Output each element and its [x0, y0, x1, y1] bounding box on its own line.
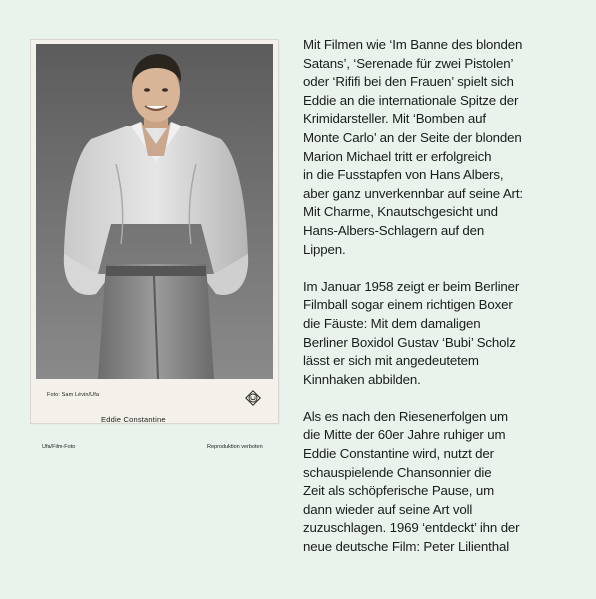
text-line: Filmball sogar einem richtigen Boxer — [303, 297, 513, 313]
text-line: Lippen. — [303, 241, 346, 257]
text-line: zuzuschlagen. 1969 ‘entdeckt’ ihn der — [303, 520, 520, 536]
text-line: Mit Charme, Knautschgesicht und — [303, 204, 498, 220]
text-line: Berliner Boxidol Gustav ‘Bubi’ Scholz — [303, 334, 516, 350]
biography-text — [303, 36, 593, 575]
paragraph-2 — [303, 278, 593, 390]
paragraph-3 — [303, 408, 593, 557]
text-line: Eddie Constantine wird, nutzt der — [303, 446, 494, 462]
text-line: oder ‘Rififi bei den Frauen’ spielt sich — [303, 74, 514, 90]
text-line: Krimidarsteller. Mit ‘Bomben auf — [303, 111, 486, 127]
text-line: aber ganz unverkennbar auf seine Art: — [303, 185, 523, 201]
text-line: Satans’, ‘Serenade für zwei Pistolen’ — [303, 55, 514, 71]
text-line: Kinnhaken abbilden. — [303, 371, 421, 387]
text-line: Im Januar 1958 zeigt er beim Berliner — [303, 278, 520, 294]
text-line: in die Fusstapfen von Hans Albers, — [303, 167, 504, 183]
text-line: Mit Filmen wie ‘Im Banne des blonden — [303, 37, 523, 52]
text-line: Monte Carlo’ an der Seite der blonden — [303, 129, 522, 145]
text-line: Eddie an die internationale Spitze der — [303, 92, 519, 108]
postcard — [31, 40, 278, 450]
text-line: die Mitte der 60er Jahre ruhiger um — [303, 427, 506, 443]
text-line: lässt er sich mit angedeutetem — [303, 353, 479, 369]
text-line: Marion Michael tritt er erfolgreich — [303, 148, 492, 164]
text-line: die Fäuste: Mit dem damaligen — [303, 315, 481, 331]
reproduction-note: Reproduktion verboten — [207, 444, 263, 450]
text-line: neue deutsche Film: Peter Lilienthal — [303, 539, 509, 555]
ufa-logo-icon — [245, 390, 261, 406]
text-line: dann wieder auf seine Art voll — [303, 501, 473, 517]
text-line: Als es nach den Riesenerfolgen um — [303, 408, 508, 424]
portrait-photo — [36, 44, 273, 379]
person-name-caption: Eddie Constantine — [101, 415, 166, 424]
text-line: Hans-Albers-Schlagern auf den — [303, 222, 485, 238]
portrait-illustration — [36, 44, 273, 379]
text-line: Zeit als schöpferische Pause, um — [303, 483, 495, 499]
paragraph-1 — [303, 36, 593, 259]
photo-credit: Foto: Sam Lévin/Ufa — [47, 392, 100, 398]
text-line: schauspielende Chansonnier die — [303, 464, 492, 480]
publisher-caption: Ufa/Film-Foto — [42, 444, 76, 450]
